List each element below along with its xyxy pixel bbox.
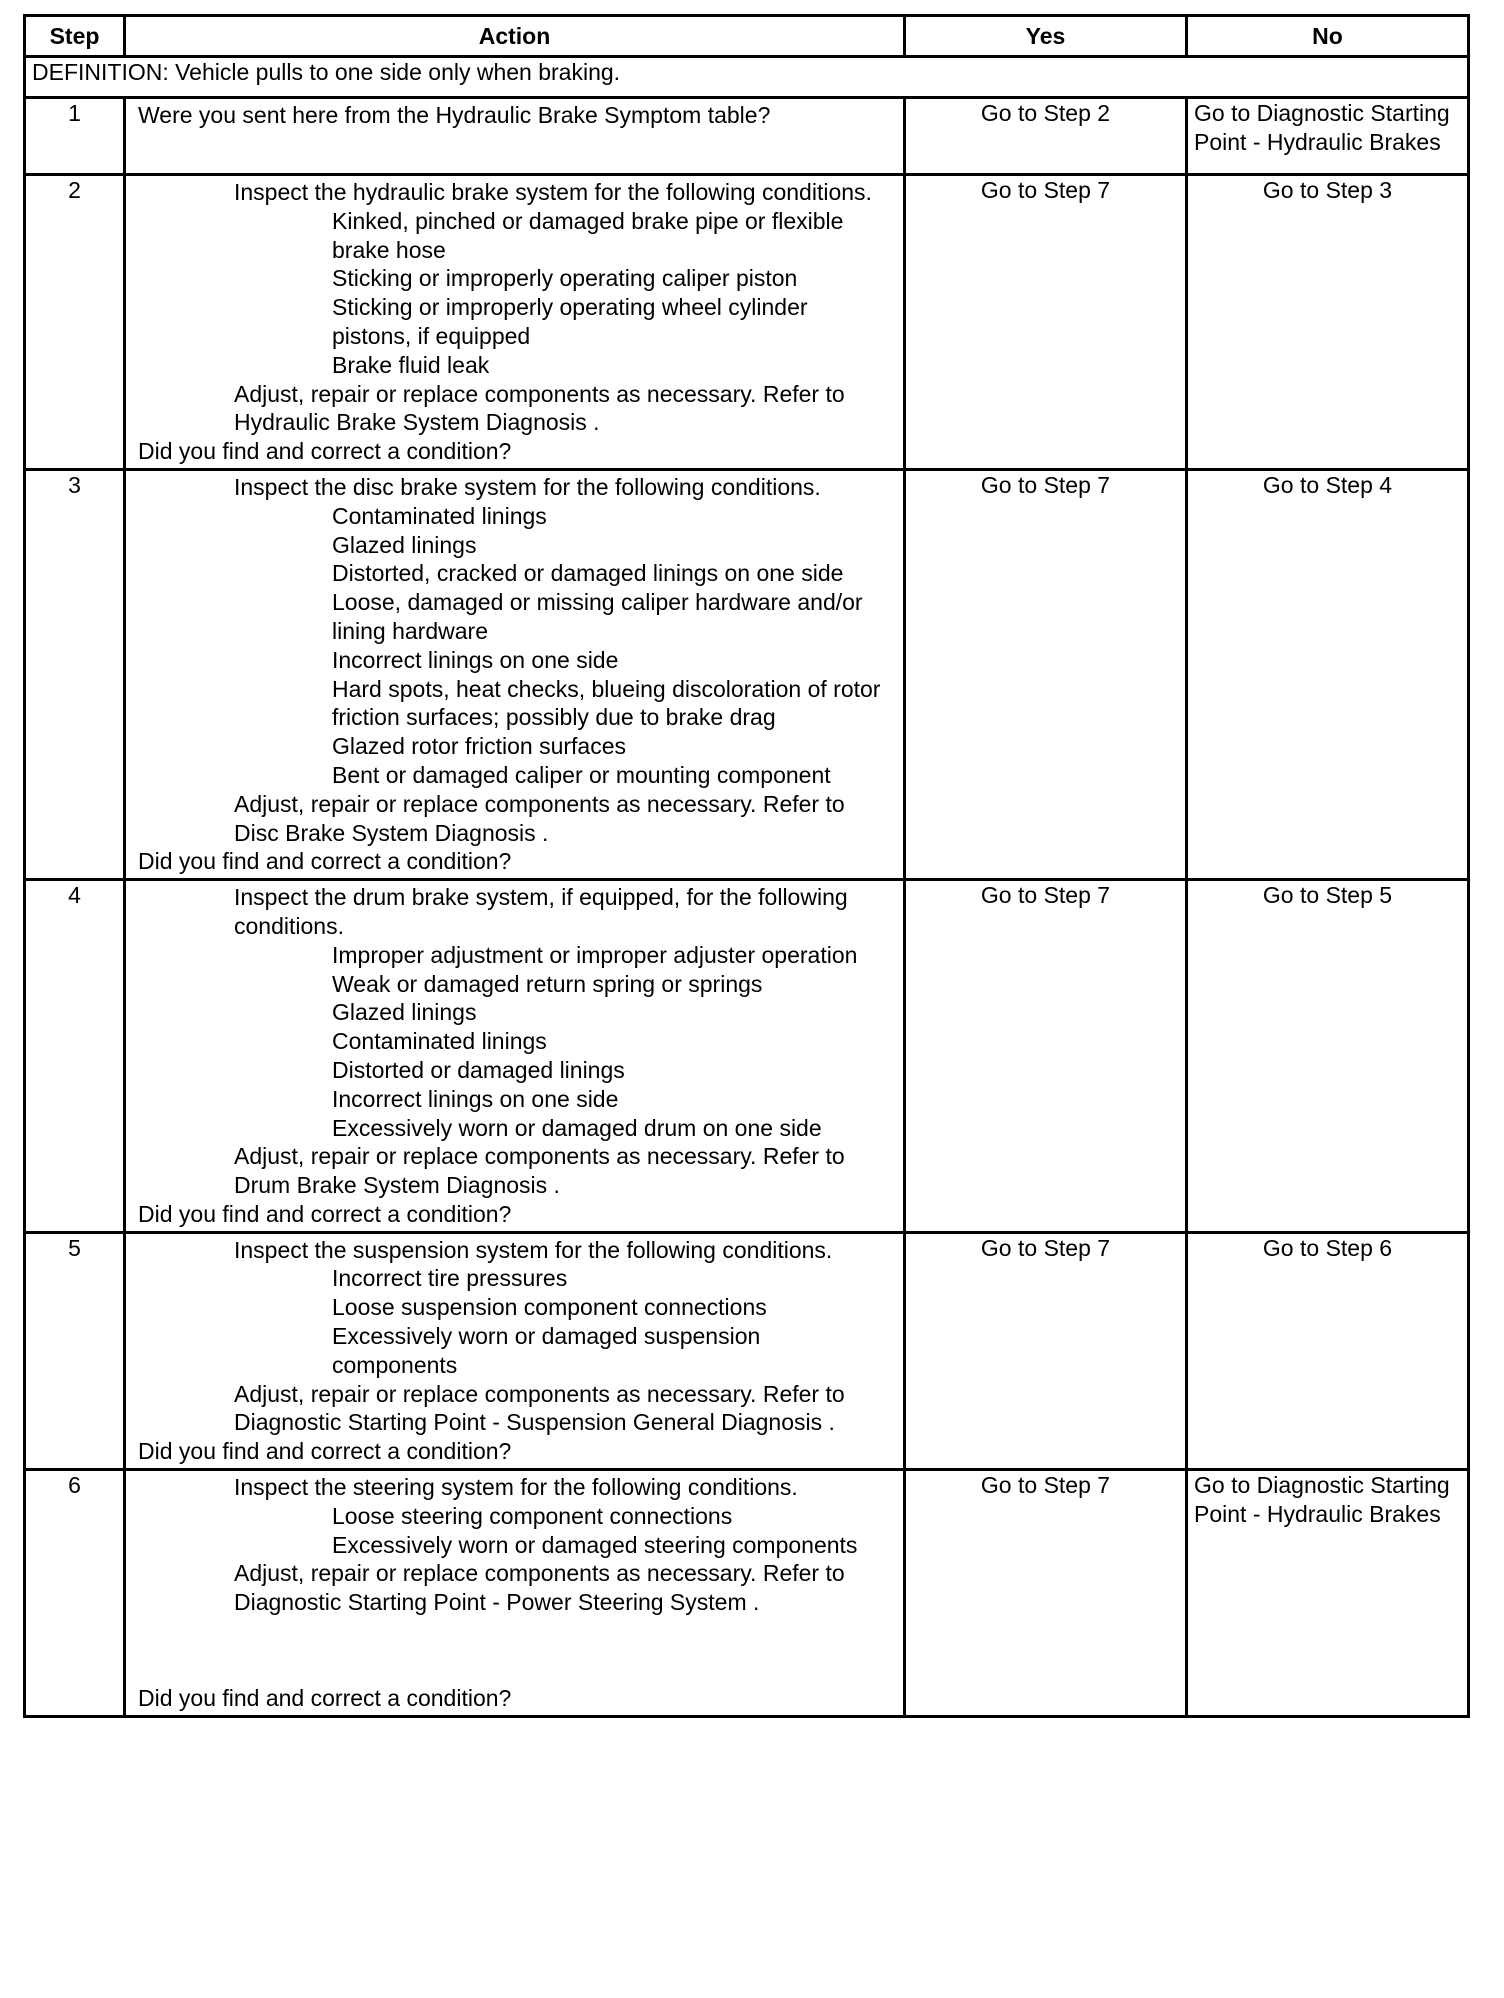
step-yes-result: Go to Step 7 xyxy=(905,880,1187,1233)
condition-item: Excessively worn or damaged drum on one side xyxy=(332,1114,822,1141)
instruction-text: Adjust, repair or replace components as necessary. Refer to Drum Brake System Diagnosis . xyxy=(234,1143,845,1199)
condition-item: Bent or damaged caliper or mounting component xyxy=(332,761,831,788)
step-yes-result: Go to Step 7 xyxy=(905,175,1187,470)
header-step: Step xyxy=(25,16,125,57)
step-question: Did you find and correct a condition? xyxy=(138,848,512,875)
step-yes-result: Go to Step 7 xyxy=(905,469,1187,879)
step-number: 2 xyxy=(25,175,125,470)
step-yes-result: Go to Step 2 xyxy=(905,98,1187,175)
step-row xyxy=(25,469,1469,879)
condition-item: Glazed rotor friction surfaces xyxy=(332,733,627,760)
instruction-text: Inspect the hydraulic brake system for the following conditions. xyxy=(234,179,872,205)
step-row xyxy=(25,1232,1469,1469)
step-number: 6 xyxy=(25,1470,125,1717)
step-number: 1 xyxy=(25,98,125,175)
header-yes: Yes xyxy=(905,16,1187,57)
definition-row xyxy=(25,57,1469,98)
step-question: Did you find and correct a condition? xyxy=(138,1438,512,1465)
step-number: 4 xyxy=(25,880,125,1233)
step-number: 3 xyxy=(25,469,125,879)
instruction-text: Inspect the steering system for the following conditions. xyxy=(234,1474,798,1501)
step-row xyxy=(25,175,1469,470)
step-question: Did you find and correct a condition? xyxy=(138,438,512,465)
step-no-result: Go to Step 5 xyxy=(1187,880,1469,1233)
condition-item: Glazed linings xyxy=(332,999,477,1026)
step-no-result: Go to Diagnostic Starting Point - Hydraulic Brakes xyxy=(1187,1470,1469,1717)
condition-item: Contaminated linings xyxy=(332,502,547,529)
condition-item: Hard spots, heat checks, blueing discoloration of rotor friction surfaces; possibly due to brake drag xyxy=(332,675,881,731)
step-no-result: Go to Step 4 xyxy=(1187,469,1469,879)
instruction-text: Were you sent here from the Hydraulic Brake Symptom table? xyxy=(138,102,771,128)
condition-item: Incorrect tire pressures xyxy=(332,1265,568,1292)
condition-item: Contaminated linings xyxy=(332,1028,547,1055)
step-no-result: Go to Diagnostic Starting Point - Hydraulic Brakes xyxy=(1187,98,1469,175)
step-action xyxy=(125,1470,905,1717)
condition-item: Weak or damaged return spring or springs xyxy=(332,970,763,997)
step-no-result: Go to Step 3 xyxy=(1187,175,1469,470)
instruction-text: Adjust, repair or replace components as necessary. Refer to Disc Brake System Diagnosis . xyxy=(234,790,845,846)
step-action xyxy=(125,469,905,879)
instruction-text: Inspect the drum brake system, if equipped, for the following conditions. xyxy=(234,884,848,939)
condition-item: Excessively worn or damaged steering components xyxy=(332,1531,858,1558)
condition-item: Distorted, cracked or damaged linings on one side xyxy=(332,560,844,587)
instruction-text: Adjust, repair or replace components as necessary. Refer to Diagnostic Starting Point - Suspension General Diagnosis . xyxy=(234,1380,845,1436)
step-question: Did you find and correct a condition? xyxy=(138,1200,512,1227)
step-action xyxy=(125,1232,905,1469)
instruction-text: Adjust, repair or replace components as necessary. Refer to Hydraulic Brake System Diagnosis . xyxy=(234,380,845,436)
header-action: Action xyxy=(125,16,905,57)
instruction-text: Inspect the disc brake system for the following conditions. xyxy=(234,473,821,500)
condition-item: Kinked, pinched or damaged brake pipe or flexible brake hose xyxy=(332,207,844,263)
condition-item: Sticking or improperly operating wheel cylinder pistons, if equipped xyxy=(332,294,808,349)
condition-item: Incorrect linings on one side xyxy=(332,1085,619,1112)
condition-item: Brake fluid leak xyxy=(332,351,490,378)
step-number: 5 xyxy=(25,1232,125,1469)
step-no-result: Go to Step 6 xyxy=(1187,1232,1469,1469)
condition-item: Distorted or damaged linings xyxy=(332,1056,625,1083)
instruction-text: Adjust, repair or replace components as necessary. Refer to Diagnostic Starting Point - Power Steering System . xyxy=(234,1560,845,1616)
condition-item: Sticking or improperly operating caliper piston xyxy=(332,265,798,292)
header-no: No xyxy=(1187,16,1469,57)
step-row xyxy=(25,880,1469,1233)
instruction-text: Inspect the suspension system for the following conditions. xyxy=(234,1236,833,1263)
condition-item: Loose, damaged or missing caliper hardware and/or lining hardware xyxy=(332,589,863,644)
step-yes-result: Go to Step 7 xyxy=(905,1232,1187,1469)
step-row xyxy=(25,1470,1469,1717)
condition-item: Improper adjustment or improper adjuster operation xyxy=(332,941,858,968)
step-action xyxy=(125,880,905,1233)
condition-item: Loose steering component connections xyxy=(332,1502,733,1529)
condition-item: Incorrect linings on one side xyxy=(332,646,619,673)
condition-item: Glazed linings xyxy=(332,531,477,558)
step-yes-result: Go to Step 7 xyxy=(905,1470,1187,1717)
step-question: Did you find and correct a condition? xyxy=(138,1685,512,1712)
definition-text: DEFINITION: Vehicle pulls to one side only when braking. xyxy=(25,57,1469,98)
condition-item: Loose suspension component connections xyxy=(332,1294,767,1321)
condition-item: Excessively worn or damaged suspension components xyxy=(332,1323,761,1378)
diagnostic-table xyxy=(23,14,1470,1718)
step-action xyxy=(125,98,905,175)
step-action xyxy=(125,175,905,470)
step-row xyxy=(25,98,1469,175)
header-row xyxy=(25,16,1469,57)
